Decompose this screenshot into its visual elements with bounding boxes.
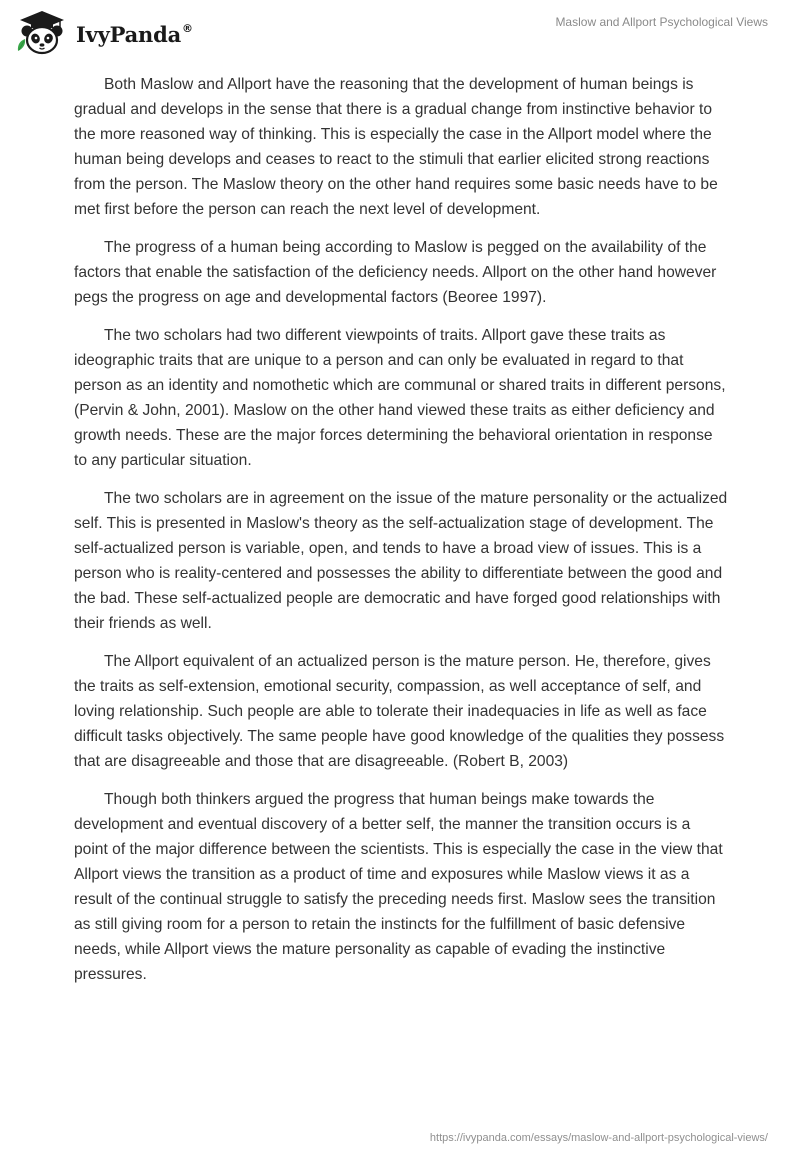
page-header [0, 0, 800, 70]
paragraph: The Allport equivalent of an actualized person is the mature person. He, therefore, gives the traits as self-extension, emotional security, compassion, as well acceptance of self, and loving relationship. Such people are able to tolerate their inadequacies in life as well as face difficult tasks objectively. The same people have good knowledge of the qualities they possess that are disagreeable and those that are disagreeable. (Robert B, 2003) [74, 653, 725, 770]
essay-body [74, 72, 728, 1000]
paragraph: The two scholars had two different viewpoints of traits. Allport gave these traits as ideographic traits that are unique to a person and can only be evaluated in regard to that person as an identity and nomothetic which are communal or shared traits in different persons, (Pervin & John, 2001). Maslow on the other hand viewed these traits as either deficiency and growth needs. These are the major forces determining the behavioral orientation in response to any particular situation. [74, 327, 726, 469]
source-url-link[interactable]: https://ivypanda.com/essays/maslow-and-allport-psychological-views/ [429, 1132, 768, 1144]
paragraph: The progress of a human being according to Maslow is pegged on the availability of the factors that enable the satisfaction of the deficiency needs. Allport on the other hand however pegs the progress on age and developmental factors (Beoree 1997). [74, 239, 717, 306]
brand-logo[interactable] [14, 9, 193, 57]
panda-graduate-logo-icon [14, 9, 70, 57]
registered-mark: ® [182, 21, 193, 35]
brand-name [76, 22, 193, 47]
paragraph: Though both thinkers argued the progress that human beings make towards the development and eventual discovery of a better self, the manner the transition occurs is a point of the major difference between the scientists. This is especially the case in the view that Allport views the transition as a product of time and exposures while Maslow views it as a result of the continual struggle to satisfy the preceding needs first. Maslow sees the transition as still giving room for a person to retain the instincts for the fulfillment of basic defensive needs, while Allport views the mature personality as capable of evading the instinctive pressures. [74, 791, 723, 983]
paragraph: Both Maslow and Allport have the reasoning that the development of human beings is gradual and develops in the sense that there is a gradual change from instinctive behavior to the more reasoned way of thinking. This is especially the case in the Allport model where the human being develops and ceases to react to the stimuli that earlier elicited strong reactions from the person. The Maslow theory on the other hand requires some basic needs have to be met first before the person can reach the next level of development. [74, 76, 718, 218]
paragraph: The two scholars are in agreement on the issue of the mature personality or the actualized self. This is presented in Maslow's theory as the self-actualization stage of development. The self-actualized person is variable, open, and tends to have a broad view of issues. This is a person who is reality-centered and possesses the ability to differentiate between the good and the bad. These self-actualized people are democratic and have forged good relationships with their friends as well. [74, 490, 728, 632]
document-title: Maslow and Allport Psychological Views [555, 15, 768, 29]
brand-name-text: IvyPanda [76, 21, 182, 47]
